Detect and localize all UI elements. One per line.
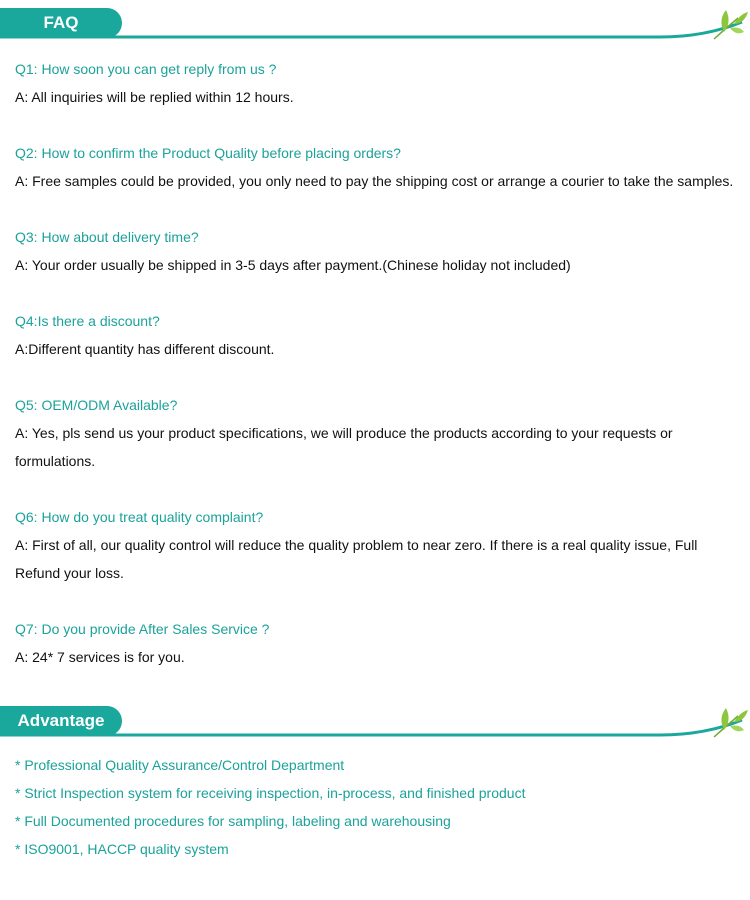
advantage-title: Advantage xyxy=(0,706,122,736)
faq-list xyxy=(15,55,735,671)
faq-item xyxy=(15,139,735,195)
advantage-item: * Full Documented procedures for sampling, labeling and warehousing xyxy=(15,813,451,829)
faq-answer: A: All inquiries will be replied within 12 hours. xyxy=(15,89,294,105)
advantage-item: * Strict Inspection system for receiving inspection, in-process, and finished product xyxy=(15,785,526,801)
faq-answer: A: Your order usually be shipped in 3-5 days after payment.(Chinese holiday not included) xyxy=(15,257,571,273)
faq-item xyxy=(15,615,735,671)
faq-item xyxy=(15,391,735,475)
faq-title: FAQ xyxy=(0,8,122,38)
faq-answer: A: Yes, pls send us your product specifications, we will produce the products according to your requests or formulations. xyxy=(15,425,673,469)
faq-answer: A: First of all, our quality control will reduce the quality problem to near zero. If there is a real quality issue, Full Refund your loss. xyxy=(15,537,698,581)
advantage-list xyxy=(15,751,525,863)
faq-question: Q2: How to confirm the Product Quality before placing orders? xyxy=(15,145,401,161)
leaf-icon xyxy=(710,8,750,42)
faq-question: Q6: How do you treat quality complaint? xyxy=(15,509,264,525)
faq-header xyxy=(0,8,750,48)
faq-item xyxy=(15,307,735,363)
faq-question: Q5: OEM/ODM Available? xyxy=(15,397,178,413)
faq-answer: A: Free samples could be provided, you only need to pay the shipping cost or arrange a courier to take the samples. xyxy=(15,173,734,189)
advantage-item: * Professional Quality Assurance/Control Department xyxy=(15,757,345,773)
faq-item xyxy=(15,503,735,587)
faq-question: Q4:Is there a discount? xyxy=(15,313,160,329)
advantage-header xyxy=(0,706,750,746)
faq-question: Q7: Do you provide After Sales Service ? xyxy=(15,621,270,637)
faq-question: Q1: How soon you can get reply from us ? xyxy=(15,61,277,77)
faq-answer: A: 24* 7 services is for you. xyxy=(15,649,185,665)
faq-item xyxy=(15,55,735,111)
leaf-icon xyxy=(710,706,750,740)
faq-item xyxy=(15,223,735,279)
faq-answer: A:Different quantity has different discount. xyxy=(15,341,275,357)
faq-question: Q3: How about delivery time? xyxy=(15,229,199,245)
advantage-item: * ISO9001, HACCP quality system xyxy=(15,841,229,857)
